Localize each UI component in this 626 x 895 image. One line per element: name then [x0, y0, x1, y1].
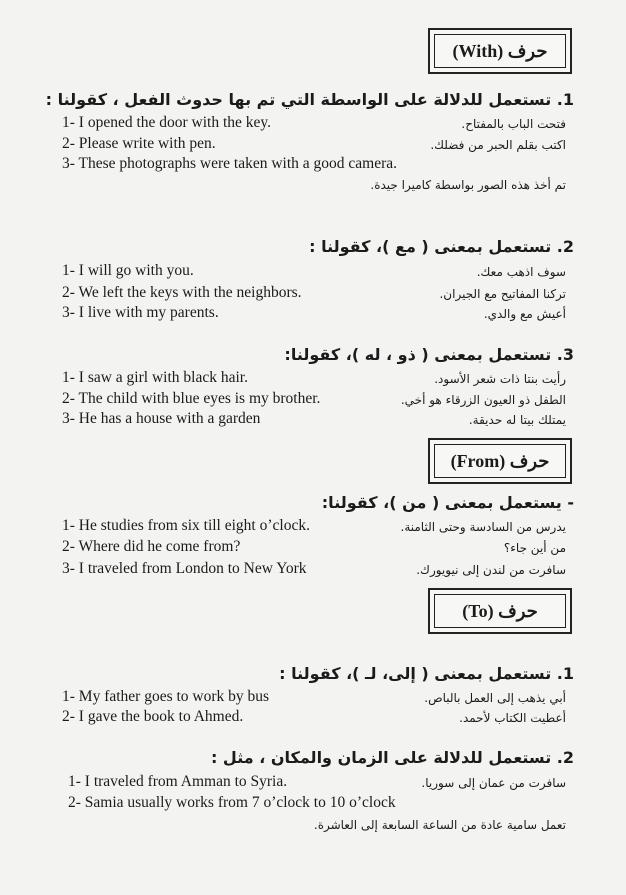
- to-usage-1-example-1: 1- My father goes to work by bus: [62, 688, 270, 705]
- with-usage-2-heading: 2. تستعمل بمعنى ( مع )، كقولنا :: [309, 237, 574, 256]
- to-usage-2-translation-1: سافرت من عمان إلى سوريا.: [421, 776, 566, 790]
- from-usage-translation-1: يدرس من السادسة وحتى الثامنة.: [400, 520, 566, 534]
- to-usage-1-heading: 1. تستعمل بمعنى ( إلى، لـ )، كقولنا :: [279, 664, 574, 683]
- with-usage-1-example-2: 2- Please write with pen.: [62, 135, 216, 152]
- with-usage-3-translation-1: رأيت بنتا ذات شعر الأسود.: [434, 372, 566, 386]
- with-usage-2-translation-1: سوف اذهب معك.: [476, 265, 566, 279]
- from-usage-translation-3: سافرت من لندن إلى نيويورك.: [416, 563, 566, 577]
- to-usage-1-translation-1: أبي يذهب إلى العمل بالباص.: [424, 691, 566, 705]
- to-usage-2-example-2: 2- Samia usually works from 7 o’clock to 10 o’clock: [68, 794, 396, 811]
- to-usage-1-translation-2: أعطيت الكتاب لأحمد.: [459, 711, 566, 725]
- with-usage-1-example-3: 3- These photographs were taken with a good camera.: [62, 155, 397, 172]
- with-title-box: [428, 28, 572, 74]
- with-usage-1-translation-3: تم أخذ هذه الصور بواسطة كاميرا جيدة.: [370, 178, 566, 192]
- from-title: حرف (From): [434, 444, 566, 478]
- from-usage-example-2: 2- Where did he come from?: [62, 538, 241, 555]
- to-usage-2-example-1: 1- I traveled from Amman to Syria.: [68, 773, 288, 790]
- with-usage-3-heading: 3. تستعمل بمعنى ( ذو ، له )، كقولنا:: [284, 345, 574, 364]
- with-usage-2-example-1: 1- I will go with you.: [62, 262, 194, 279]
- with-usage-3-example-2: 2- The child with blue eyes is my brother.: [62, 390, 321, 407]
- with-usage-3-example-1: 1- I saw a girl with black hair.: [62, 369, 248, 386]
- from-usage-translation-2: من أين جاء؟: [503, 541, 566, 555]
- from-usage-heading: - يستعمل بمعنى ( من )، كقولنا:: [321, 493, 574, 512]
- to-usage-1-example-2: 2- I gave the book to Ahmed.: [62, 708, 244, 725]
- with-usage-1-translation-2: اكتب بقلم الحبر من فضلك.: [430, 138, 566, 152]
- with-usage-2-example-3: 3- I live with my parents.: [62, 304, 219, 321]
- from-title-box: [428, 438, 572, 484]
- to-usage-2-translation-2: تعمل سامية عادة من الساعة السابعة إلى العاشرة.: [313, 818, 566, 832]
- from-usage-example-3: 3- I traveled from London to New York: [62, 560, 307, 577]
- with-usage-1-translation-1: فتحت الباب بالمفتاح.: [461, 117, 566, 131]
- with-usage-1-example-1: 1- I opened the door with the key.: [62, 114, 272, 131]
- with-usage-3-translation-3: يمتلك بيتا له حديقة.: [468, 413, 566, 427]
- with-usage-2-example-2: 2- We left the keys with the neighbors.: [62, 284, 302, 301]
- to-title-box: [428, 588, 572, 634]
- to-title: حرف (To): [434, 594, 566, 628]
- with-usage-2-translation-2: تركنا المفاتيح مع الجيران.: [439, 287, 566, 301]
- with-usage-1-heading: 1. تستعمل للدلالة على الواسطة التي تم بها حدوث الفعل ، كقولنا :: [45, 90, 574, 109]
- to-usage-2-heading: 2. تستعمل للدلالة على الزمان والمكان ، مثل :: [210, 748, 574, 767]
- with-usage-3-example-3: 3- He has a house with a garden: [62, 410, 261, 427]
- from-usage-example-1: 1- He studies from six till eight o’clock.: [62, 517, 310, 534]
- with-usage-2-translation-3: أعيش مع والدي.: [483, 307, 566, 321]
- with-usage-3-translation-2: الطفل ذو العيون الزرقاء هو أخي.: [400, 393, 566, 407]
- with-title: حرف (With): [434, 34, 566, 68]
